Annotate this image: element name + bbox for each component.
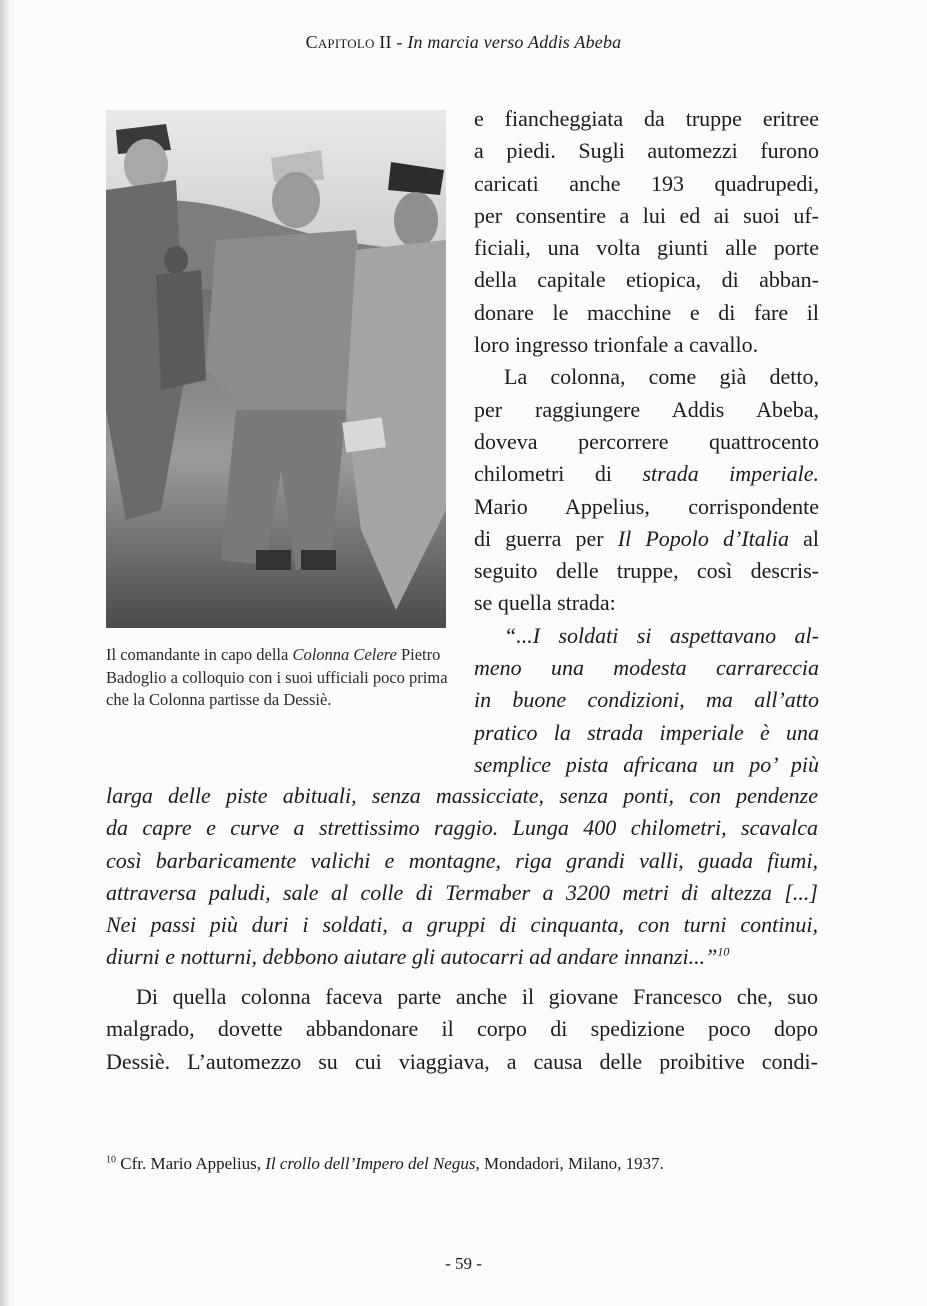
italic-term: strada imperiale. [642, 461, 819, 487]
quote-line: semplice pista africana un po’ più [474, 751, 819, 777]
text-line [474, 523, 819, 555]
text-line: donare le macchine e di fare il [474, 299, 819, 325]
photograph-icon [106, 110, 446, 628]
quote-line: “...I soldati si aspettavano al- [504, 622, 819, 648]
text-line: della capitale etiopica, di abban- [474, 267, 819, 293]
text-line: e fiancheggiata da truppe eritree [474, 106, 819, 131]
text-line: doveva percorrere quattrocento [474, 428, 819, 454]
text-line: malgrado, dovette abbandonare il corpo di spedizione poco dopo [106, 1016, 818, 1042]
quote-line: così barbaricamente valichi e montagne, riga grandi valli, guada fiumi, [106, 847, 818, 873]
text-line: ficiali, una volta giunti alle porte [474, 235, 819, 261]
quote-line: Nei passi più duri i soldati, a gruppi di cinquanta, con turni continui, [106, 912, 818, 938]
quote-line: attraversa paludi, sale al colle di Termaber a 3200 metri di altezza [...] [106, 879, 818, 905]
photo-caption [106, 644, 456, 712]
footnote-ref: 10 [717, 945, 730, 960]
full-width-quote [106, 780, 818, 974]
body-paragraph [106, 981, 818, 1078]
caption-text-end: Pietro Badoglio a colloquio con i suoi ufficiali poco prima che la Colonna partisse da Dessiè. [106, 645, 448, 709]
caption-text-start: Il comandante in capo della [106, 645, 293, 664]
text-line: per consentire a lui ed ai suoi uf- [474, 202, 819, 228]
text-line: a piedi. Sugli automezzi furono [474, 138, 819, 164]
historical-photograph [106, 110, 446, 628]
footnote [106, 1152, 818, 1176]
right-column-text [474, 103, 819, 781]
text-line: loro ingresso trionfale a cavallo. [474, 332, 759, 358]
text-line: per raggiungere Addis Abeba, [474, 396, 819, 422]
text-line: Mario Appelius, corrispondente [474, 493, 819, 519]
chapter-label: Capitolo II [305, 32, 392, 52]
running-head [0, 32, 927, 53]
quote-line: pratico la strada imperiale è una [474, 719, 819, 745]
quote-line: larga delle piste abituali, senza massicciate, senza ponti, con pendenze [106, 783, 818, 808]
text-line: se quella strada: [474, 590, 616, 616]
quote-line: da capre e curve a strettissimo raggio. Lunga 400 chilometri, scavalca [106, 815, 818, 841]
text-line: Di quella colonna faceva parte anche il giovane Francesco che, suo [136, 984, 818, 1009]
newspaper-title: Il Popolo d’Italia [617, 525, 789, 551]
text-line: La colonna, come già detto, [504, 364, 819, 390]
text-line [474, 458, 819, 490]
quote-line: in buone condizioni, ma all’atto [474, 687, 819, 713]
quote-line [106, 941, 818, 973]
footnote-book-title: Il crollo dell’Impero del Negus [265, 1154, 476, 1173]
page-binding-shadow [0, 0, 14, 1306]
footnote-number: 10 [106, 1154, 116, 1166]
page-number: - 59 - [445, 1254, 482, 1273]
text-line: Dessiè. L’automezzo su cui viaggiava, a causa delle proibitive condi- [106, 1048, 818, 1074]
chapter-title: In marcia verso Addis Abeba [407, 32, 622, 52]
footnote-text: Cfr. Mario Appelius, [116, 1154, 266, 1173]
quote-end: diurni e notturni, debbono aiutare gli autocarri ad andare innanzi...” [106, 944, 718, 970]
text-segment: di guerra per [474, 525, 618, 551]
text-line: caricati anche 193 quadrupedi, [474, 170, 819, 196]
caption-italic-name: Colonna Celere [292, 645, 397, 664]
text-line: seguito delle truppe, così descris- [474, 558, 819, 584]
text-segment: chilometri di [474, 461, 643, 487]
footnote-publisher: , Mondadori, Milano, 1937. [475, 1154, 664, 1173]
text-segment: al [789, 525, 819, 551]
header-separator: - [391, 32, 408, 52]
quote-line: meno una modesta carrareccia [474, 655, 819, 681]
